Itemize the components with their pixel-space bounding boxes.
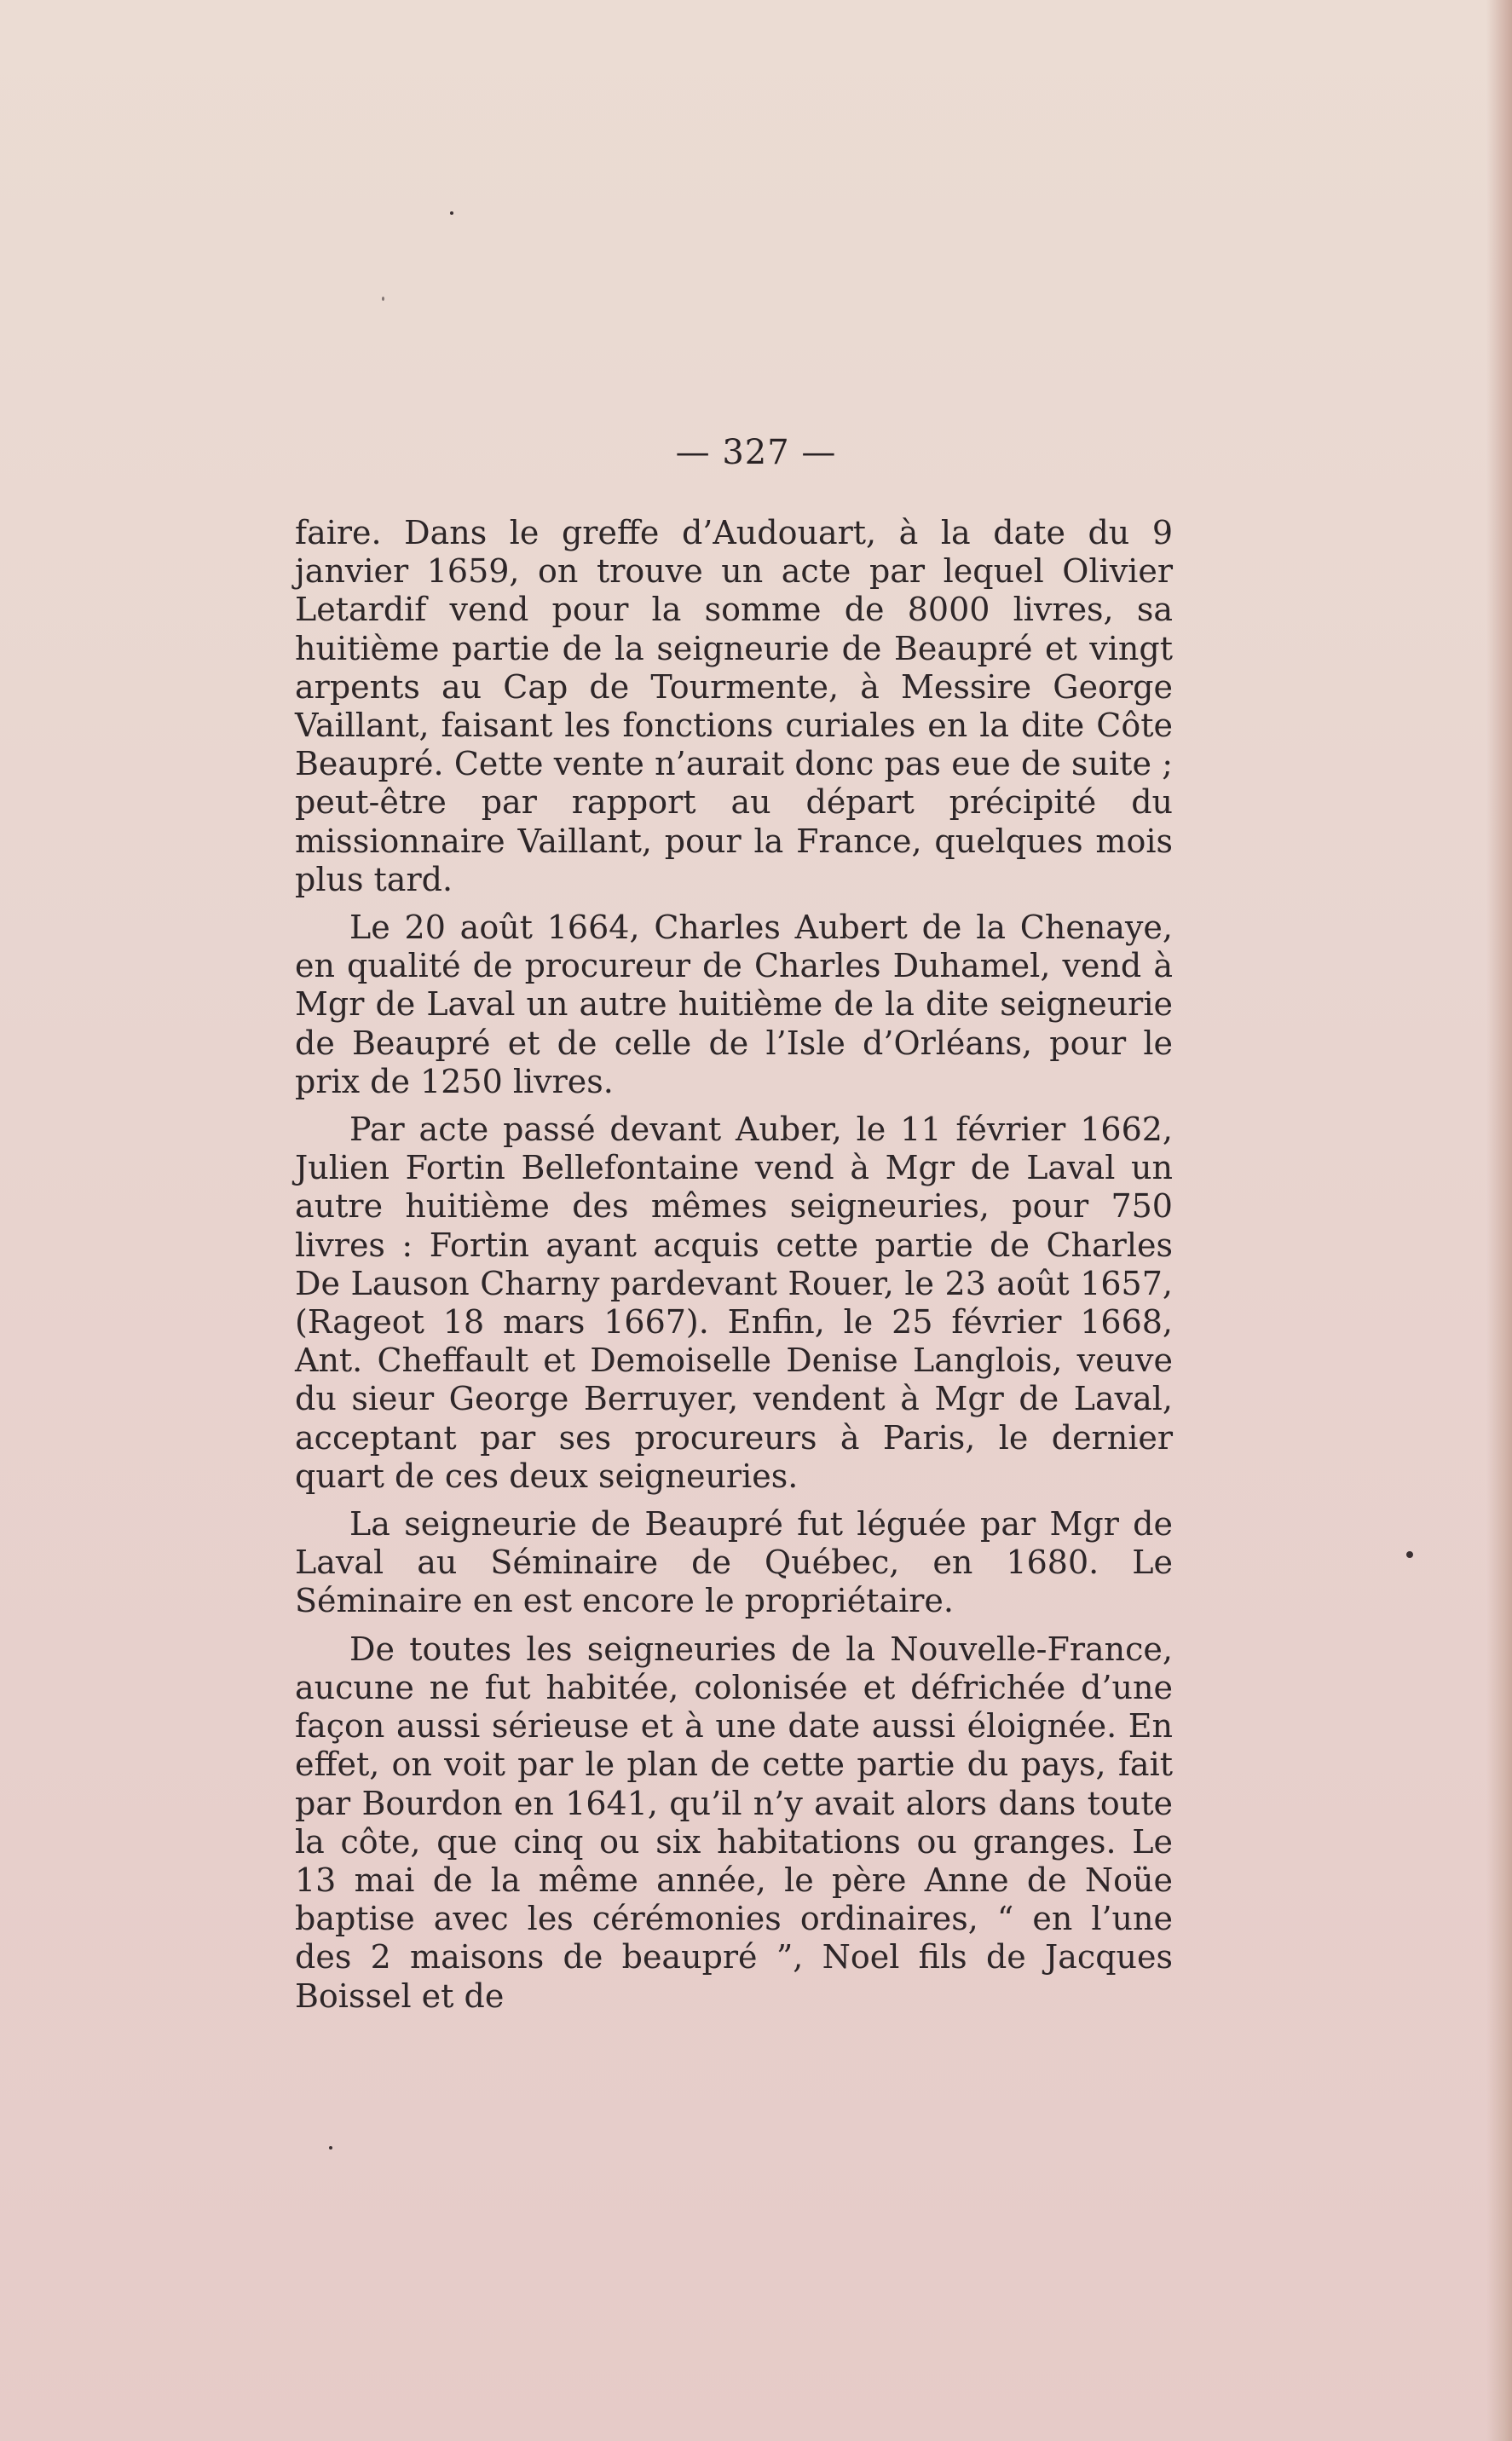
page-edge-shadow [1486,0,1512,2441]
page-number: — 327 — [675,433,837,472]
paragraph: De toutes les seigneuries de la Nouvelle-France, aucune ne fut habitée, colonisée et défrichée d’une façon aussi sérieuse et à une date aussi éloignée. En effet, on voit par le plan de cette partie du pays, fait par Bourdon en 1641, qu’il n’y avait alors dans toute la côte, que cinq ou six habitations ou granges. Le 13 mai de la même année, le père Anne de Noüe baptise avec les cérémonies ordinaires, “ en l’une des 2 maisons de beaupré ”, Noel fils de Jacques Boissel et de [295,1630,1173,2015]
paragraph: Le 20 août 1664, Charles Aubert de la Chenaye, en qualité de procureur de Charles Duhamel, vend à Mgr de Laval un autre huitième de la dite seigneurie de Beaupré et de celle de l’Isle d’Orléans, pour le prix de 1250 livres. [295,909,1173,1100]
paragraph: La seigneurie de Beaupré fut léguée par Mgr de Laval au Séminaire de Québec, en 1680. Le Séminaire en est encore le propriétaire. [295,1505,1173,1620]
ink-speck [329,2146,332,2150]
ink-speck [1406,1551,1413,1558]
paragraph: faire. Dans le greffe d’Audouart, à la date du 9 janvier 1659, on trouve un acte par lequel Olivier Letardif vend pour la somme de 8000 livres, sa huitième partie de la seigneurie de Beaupré et vingt arpents au Cap de Tourmente, à Messire George Vaillant, faisant les fonctions curiales en la dite Côte Beaupré. Cette vente n’aurait donc pas eue de suite ; peut-être par rapport au départ précipité du missionnaire Vaillant, pour la France, quelques mois plus tard. [295,514,1173,898]
ink-speck [382,297,384,301]
paragraph: Par acte passé devant Auber, le 11 février 1662, Julien Fortin Bellefontaine vend à Mgr de Laval un autre huitième des mêmes seigneuries, pour 750 livres : Fortin ayant acquis cette partie de Charles De Lauson Charny pardevant Rouer, le 23 août 1657, (Rageot 18 mars 1667). Enfin, le 25 février 1668, Ant. Cheffault et Demoiselle Denise Langlois, veuve du sieur George Berruyer, vendent à Mgr de Laval, acceptant par ses procureurs à Paris, le dernier quart de ces deux seigneuries. [295,1111,1173,1495]
body-text [295,514,1173,2025]
ink-speck [450,211,453,215]
